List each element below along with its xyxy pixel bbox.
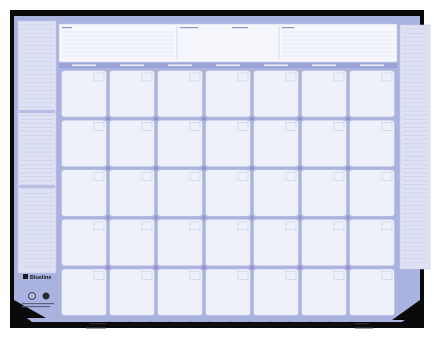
day-cell[interactable] [350, 269, 395, 316]
day-cell[interactable] [350, 170, 395, 217]
day-cell[interactable] [62, 120, 107, 167]
day-cell[interactable] [350, 120, 395, 167]
day-cell[interactable] [302, 120, 347, 167]
fine-print [22, 303, 54, 304]
day-cell[interactable] [302, 219, 347, 266]
day-cell[interactable] [254, 269, 299, 316]
day-cell[interactable] [158, 120, 203, 167]
calendar-grid [62, 71, 395, 316]
ruler-label-right-2 [355, 327, 373, 328]
day-cell[interactable] [110, 71, 155, 118]
day-cell[interactable] [158, 71, 203, 118]
day-cell[interactable] [206, 120, 251, 167]
day-cell[interactable] [110, 170, 155, 217]
day-cell[interactable] [206, 219, 251, 266]
day-cell[interactable] [110, 219, 155, 266]
weekday-label [168, 65, 192, 67]
day-cell[interactable] [206, 269, 251, 316]
left-sidebar-divider [19, 185, 55, 188]
weekday-label [264, 65, 288, 67]
day-cell[interactable] [254, 71, 299, 118]
day-cell[interactable] [158, 269, 203, 316]
reminders-label [282, 27, 294, 28]
day-cell[interactable] [302, 170, 347, 217]
day-cell[interactable] [350, 219, 395, 266]
year-label [232, 27, 248, 28]
weekday-label [312, 65, 336, 67]
brand-logo-mark [23, 274, 28, 279]
day-cell[interactable] [302, 269, 347, 316]
day-cell[interactable] [302, 71, 347, 118]
day-cell[interactable] [62, 269, 107, 316]
weekday-label [120, 65, 144, 67]
weekday-label [360, 65, 384, 67]
brand-name: Blueline [30, 275, 52, 281]
day-cell[interactable] [110, 120, 155, 167]
day-cell[interactable] [110, 269, 155, 316]
day-cell[interactable] [62, 170, 107, 217]
month-label [180, 27, 198, 28]
day-cell[interactable] [158, 219, 203, 266]
left-sidebar-divider [19, 110, 55, 113]
day-cell[interactable] [206, 71, 251, 118]
left-sidebar-panel [18, 21, 56, 273]
day-cell[interactable] [254, 219, 299, 266]
fine-print-2 [22, 306, 50, 307]
header-strip [59, 24, 397, 62]
day-cell[interactable] [206, 170, 251, 217]
recycle-icon-2 [43, 293, 50, 300]
notes-label [62, 27, 72, 28]
day-cell[interactable] [62, 219, 107, 266]
day-cell[interactable] [158, 170, 203, 217]
day-cell[interactable] [254, 170, 299, 217]
ruler-label-right [355, 323, 369, 324]
weekday-label [72, 65, 96, 67]
day-cell[interactable] [62, 71, 107, 118]
ruler-label-left-2 [86, 327, 106, 328]
day-cell[interactable] [254, 120, 299, 167]
ruler-label-left [90, 323, 106, 324]
weekday-label [216, 65, 240, 67]
day-cell[interactable] [350, 71, 395, 118]
